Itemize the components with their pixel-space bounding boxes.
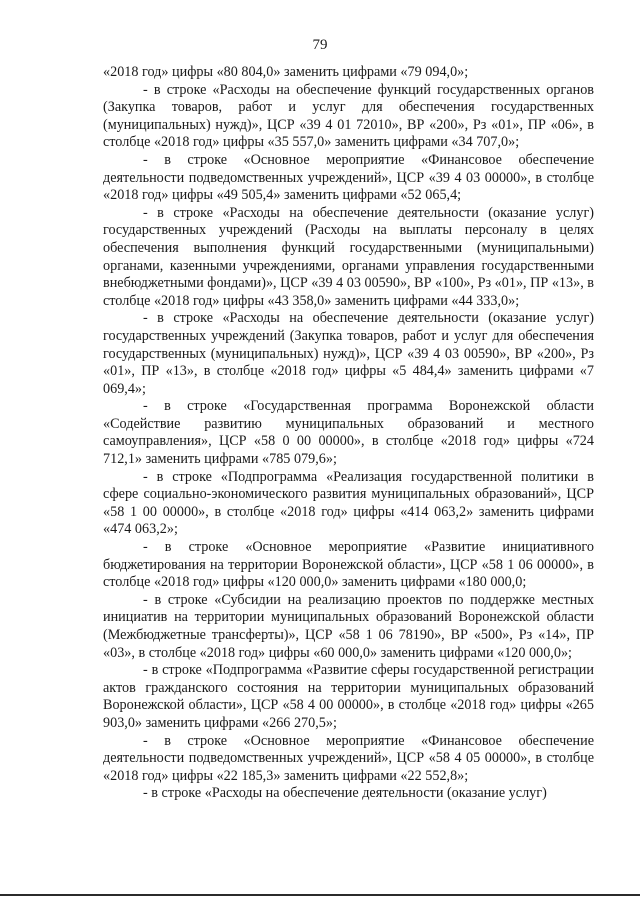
paragraph: - в строке «Основное мероприятие «Финансовое обеспечение деятельности подведомственных учреждений», ЦСР «39 4 03 00000», в столбце «2018 год» цифры «49 505,4» заменить цифрами «52 065,4; bbox=[103, 151, 594, 204]
paragraph-truncated: - в строке «Расходы на обеспечение деятельности (оказание услуг) bbox=[143, 785, 547, 802]
paragraph: - в строке «Подпрограмма «Развитие сферы государственной регистрации актов гражданского состояния на территории муниципальных образований Воронежской области», ЦСР «58 4 00 00000», в столбце «2018 год» цифры «265 903,0» заменить цифрами «266 270,5»; bbox=[103, 662, 594, 731]
paragraph: - в строке «Расходы на обеспечение деятельности (оказание услуг) государственных учреждений (Расходы на выплаты персоналу в целях обеспечения выполнения функций государственными (муниципальными) органами, казенными учреждениями, органами управления государственными внебюджетными фондами)», ЦСР «39 4 03 00590», ВР «100», Рз «01», ПР «13», в столбце «2018 год» цифры «43 358,0» заменить цифрами «44 333,0»; bbox=[103, 204, 594, 309]
page-bottom-edge bbox=[0, 894, 640, 896]
document-body bbox=[103, 64, 594, 803]
paragraph: - в строке «Расходы на обеспечение деятельности (оказание услуг) государственных учреждений (Закупка товаров, работ и услуг для обеспечения государственных (муниципальных) нужд)», ЦСР «39 4 03 00590», ВР «200», Рз «01», ПР «13», в столбце «2018 год» цифры «5 484,4» заменить цифрами «7 069,4»; bbox=[103, 310, 594, 397]
paragraph: - в строке «Основное мероприятие «Развитие инициативного бюджетирования на территории Воронежской области», ЦСР «58 1 06 00000», в столбце «2018 год» цифры «120 000,0» заменить цифрами «180 000,0; bbox=[103, 539, 594, 591]
paragraph-continuation: «2018 год» цифры «80 804,0» заменить цифрами «79 094,0»; bbox=[103, 64, 469, 80]
paragraph: - в строке «Подпрограмма «Реализация государственной политики в сфере социально-экономического развития муниципальных образований», ЦСР «58 1 00 00000», в столбце «2018 год» цифры «414 063,2» заменить цифрами «474 063,2»; bbox=[103, 468, 594, 538]
paragraph: - в строке «Основное мероприятие «Финансовое обеспечение деятельности подведомственных учреждений», ЦСР «58 4 05 00000», в столбце «2018 год» цифры «22 185,3» заменить цифрами «22 552,8»; bbox=[103, 732, 594, 784]
page-number: 79 bbox=[312, 37, 328, 53]
paragraph: - в строке «Государственная программа Воронежской области «Содействие развитию муниципальных образований и местного самоуправления», ЦСР «58 0 00 00000», в столбце «2018 год» цифры «724 712,1» заменить цифрами «785 079,6»; bbox=[103, 398, 594, 468]
paragraph: - в строке «Расходы на обеспечение функций государственных органов (Закупка товаров, работ и услуг для обеспечения государственных (муниципальных) нужд)», ЦСР «39 4 01 72010», ВР «200», Рз «01», ПР «06», в столбце «2018 год» цифры «35 557,0» заменить цифрами «34 707,0»; bbox=[103, 81, 594, 151]
paragraph: - в строке «Субсидии на реализацию проектов по поддержке местных инициатив на территории муниципальных образований Воронежской области (Межбюджетные трансферты)», ЦСР «58 1 06 78190», ВР «500», Рз «14», ПР «03», в столбце «2018 год» цифры «60 000,0» заменить цифрами «120 000,0»; bbox=[103, 591, 594, 661]
